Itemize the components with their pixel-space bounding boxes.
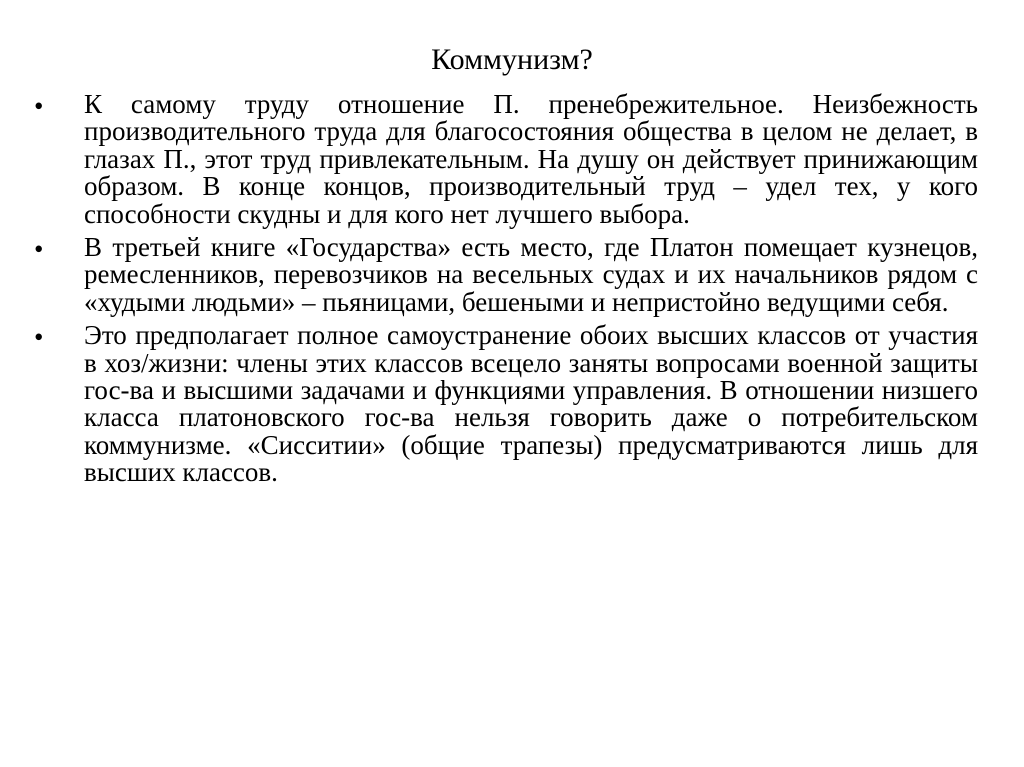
- bullet-text: В третьей книге «Государства» есть место, где Платон помещает кузнецов, ремесленников, перевозчиков на весельных судах и их начальников рядом с «худыми людьми» – пьяницами, бешеными и непристойно ведущими себя.: [84, 232, 978, 317]
- bullet-marker: •: [34, 91, 44, 121]
- bullet-list: [34, 91, 978, 493]
- bullet-marker: •: [34, 322, 44, 353]
- slide-title: Коммунизм?: [431, 43, 593, 76]
- bullet-marker: •: [34, 234, 44, 265]
- bullet-item: [34, 322, 978, 486]
- bullet-item: [34, 91, 978, 228]
- bullet-text: К самому труду отношение П. пренебрежительное. Неизбежность производительного труда для благосостояния общества в целом не делает, в глазах П., этот труд привлекательным. На душу он действует принижающим образом. В конце концов, производительный труд – удел тех, у кого способности скудны и для кого нет лучшего выбора.: [84, 89, 978, 229]
- bullet-text: Это предполагает полное самоустранение обоих высших классов от участия в хоз/жизни: члены этих классов всецело заняты вопросами военной защиты гос-ва и высшими задачами и функциями управления. В отношении низшего класса платоновского гос-ва нельзя говорить даже о потребительском коммунизме. «Сисситии» (общие трапезы) предусматриваются лишь для высших классов.: [84, 320, 978, 488]
- bullet-item: [34, 234, 978, 316]
